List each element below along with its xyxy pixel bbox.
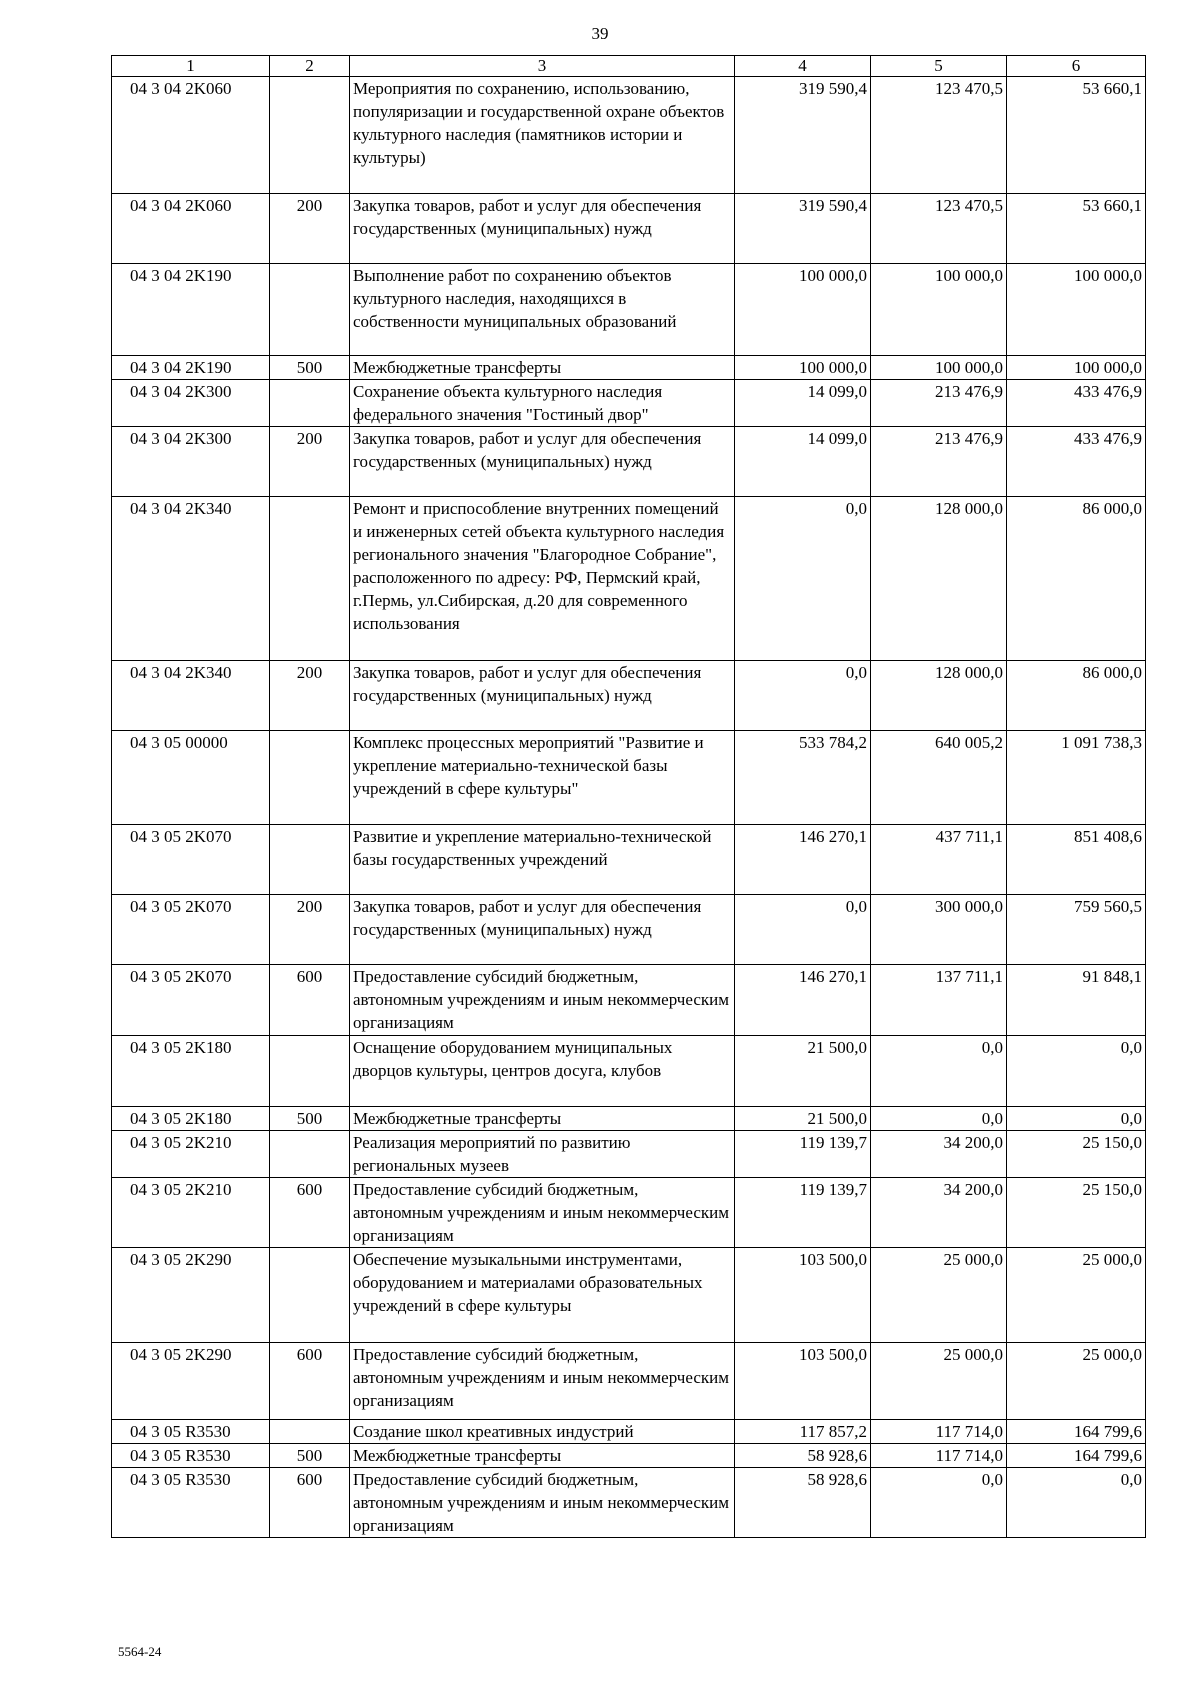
cell-value-col6: 25 000,0 [1007,1248,1146,1343]
page-number: 39 [591,24,609,43]
cell-name: Оснащение оборудованием муниципальных дворцов культуры, центров досуга, клубов [350,1036,735,1107]
cell-name: Закупка товаров, работ и услуг для обеспечения государственных (муниципальных) нужд [350,427,735,497]
column-header: 1 [112,56,270,77]
cell-value-col4: 0,0 [735,661,871,731]
cell-name: Реализация мероприятий по развитию региональных музеев [350,1131,735,1178]
cell-expense-type: 200 [270,661,350,731]
cell-expense-type: 200 [270,895,350,965]
cell-code: 04 3 05 2K290 [112,1248,270,1343]
cell-code: 04 3 05 2K180 [112,1036,270,1107]
cell-value-col6: 86 000,0 [1007,661,1146,731]
cell-name: Закупка товаров, работ и услуг для обеспечения государственных (муниципальных) нужд [350,661,735,731]
cell-value-col4: 146 270,1 [735,965,871,1036]
table-row [112,1178,1146,1248]
cell-value-col4: 14 099,0 [735,427,871,497]
cell-value-col5: 0,0 [871,1036,1007,1107]
cell-expense-type: 600 [270,965,350,1036]
cell-value-col5: 117 714,0 [871,1420,1007,1444]
cell-code: 04 3 05 R3530 [112,1420,270,1444]
cell-name: Сохранение объекта культурного наследия федерального значения "Гостиный двор" [350,380,735,427]
cell-value-col5: 100 000,0 [871,264,1007,356]
cell-value-col6: 851 408,6 [1007,825,1146,895]
cell-name: Развитие и укрепление материально-технической базы государственных учреждений [350,825,735,895]
cell-value-col6: 91 848,1 [1007,965,1146,1036]
cell-code: 04 3 05 00000 [112,731,270,825]
cell-value-col5: 25 000,0 [871,1343,1007,1420]
cell-code: 04 3 04 2K190 [112,356,270,380]
cell-value-col4: 0,0 [735,497,871,661]
table-row [112,825,1146,895]
cell-value-col4: 319 590,4 [735,77,871,194]
column-header: 2 [270,56,350,77]
cell-value-col5: 128 000,0 [871,661,1007,731]
cell-value-col4: 100 000,0 [735,356,871,380]
cell-expense-type [270,1248,350,1343]
cell-code: 04 3 05 2K210 [112,1131,270,1178]
cell-value-col6: 0,0 [1007,1468,1146,1538]
cell-value-col6: 53 660,1 [1007,194,1146,264]
cell-value-col6: 25 150,0 [1007,1178,1146,1248]
table-row [112,1420,1146,1444]
cell-value-col5: 34 200,0 [871,1131,1007,1178]
cell-value-col6: 100 000,0 [1007,264,1146,356]
cell-value-col6: 25 150,0 [1007,1131,1146,1178]
column-header: 6 [1007,56,1146,77]
cell-value-col5: 25 000,0 [871,1248,1007,1343]
cell-expense-type: 500 [270,1444,350,1468]
table-row [112,1468,1146,1538]
cell-code: 04 3 05 2K180 [112,1107,270,1131]
table-row [112,380,1146,427]
table-body [112,77,1146,1538]
cell-value-col6: 164 799,6 [1007,1420,1146,1444]
table-row [112,731,1146,825]
cell-value-col4: 119 139,7 [735,1178,871,1248]
cell-code: 04 3 04 2K300 [112,427,270,497]
table-row [112,497,1146,661]
cell-name: Выполнение работ по сохранению объектов культурного наследия, находящихся в собственности муниципальных образований [350,264,735,356]
cell-name: Предоставление субсидий бюджетным, автономным учреждениям и иным некоммерческим организациям [350,1468,735,1538]
table-row [112,1248,1146,1343]
table-row [112,427,1146,497]
cell-name: Мероприятия по сохранению, использованию, популяризации и государственной охране объектов культурного наследия (памятников истории и культуры) [350,77,735,194]
cell-value-col6: 759 560,5 [1007,895,1146,965]
cell-code: 04 3 04 2K060 [112,194,270,264]
table-row [112,1444,1146,1468]
cell-value-col6: 86 000,0 [1007,497,1146,661]
cell-expense-type: 600 [270,1468,350,1538]
cell-value-col4: 21 500,0 [735,1107,871,1131]
cell-expense-type [270,731,350,825]
cell-value-col4: 103 500,0 [735,1343,871,1420]
table-row [112,661,1146,731]
cell-value-col6: 25 000,0 [1007,1343,1146,1420]
cell-value-col4: 58 928,6 [735,1468,871,1538]
cell-code: 04 3 04 2K340 [112,661,270,731]
cell-value-col5: 34 200,0 [871,1178,1007,1248]
cell-code: 04 3 05 2K070 [112,895,270,965]
cell-code: 04 3 05 R3530 [112,1444,270,1468]
cell-value-col5: 137 711,1 [871,965,1007,1036]
cell-value-col5: 0,0 [871,1468,1007,1538]
table-row [112,356,1146,380]
cell-name: Ремонт и приспособление внутренних помещений и инженерных сетей объекта культурного наследия регионального значения "Благородное Собрание", расположенного по адресу: РФ, Пермский край, г.Пермь, ул.Сибирская, д.20 для современного использования [350,497,735,661]
table-row [112,1036,1146,1107]
cell-value-col5: 100 000,0 [871,356,1007,380]
cell-expense-type [270,264,350,356]
cell-code: 04 3 05 2K070 [112,825,270,895]
cell-value-col5: 128 000,0 [871,497,1007,661]
table-row [112,77,1146,194]
cell-value-col6: 53 660,1 [1007,77,1146,194]
cell-value-col5: 117 714,0 [871,1444,1007,1468]
cell-value-col4: 119 139,7 [735,1131,871,1178]
cell-expense-type [270,497,350,661]
cell-name: Закупка товаров, работ и услуг для обеспечения государственных (муниципальных) нужд [350,194,735,264]
cell-name: Межбюджетные трансферты [350,1444,735,1468]
cell-value-col4: 103 500,0 [735,1248,871,1343]
cell-value-col5: 640 005,2 [871,731,1007,825]
cell-expense-type: 200 [270,194,350,264]
cell-value-col4: 0,0 [735,895,871,965]
cell-value-col4: 117 857,2 [735,1420,871,1444]
cell-value-col6: 100 000,0 [1007,356,1146,380]
cell-code: 04 3 05 2K070 [112,965,270,1036]
cell-code: 04 3 04 2K060 [112,77,270,194]
cell-code: 04 3 05 2K210 [112,1178,270,1248]
cell-code: 04 3 05 2K290 [112,1343,270,1420]
cell-expense-type [270,825,350,895]
cell-expense-type [270,77,350,194]
table-row [112,1131,1146,1178]
cell-value-col4: 58 928,6 [735,1444,871,1468]
cell-name: Предоставление субсидий бюджетным, автономным учреждениям и иным некоммерческим организациям [350,1178,735,1248]
cell-expense-type [270,1420,350,1444]
cell-expense-type [270,380,350,427]
cell-name: Комплекс процессных мероприятий "Развитие и укрепление материально-технической базы учреждений в сфере культуры" [350,731,735,825]
cell-value-col5: 123 470,5 [871,194,1007,264]
table-row [112,965,1146,1036]
column-header: 3 [350,56,735,77]
cell-expense-type: 600 [270,1343,350,1420]
cell-expense-type: 200 [270,427,350,497]
cell-value-col4: 21 500,0 [735,1036,871,1107]
cell-value-col5: 300 000,0 [871,895,1007,965]
cell-value-col5: 213 476,9 [871,427,1007,497]
cell-expense-type: 500 [270,356,350,380]
cell-value-col4: 533 784,2 [735,731,871,825]
cell-value-col6: 1 091 738,3 [1007,731,1146,825]
budget-table [111,55,1146,1538]
cell-value-col5: 0,0 [871,1107,1007,1131]
cell-expense-type [270,1131,350,1178]
column-header: 5 [871,56,1007,77]
cell-expense-type: 600 [270,1178,350,1248]
cell-value-col5: 123 470,5 [871,77,1007,194]
cell-code: 04 3 04 2K300 [112,380,270,427]
cell-code: 04 3 05 R3530 [112,1468,270,1538]
table-row [112,895,1146,965]
cell-name: Межбюджетные трансферты [350,356,735,380]
table-header-row [112,56,1146,77]
cell-name: Создание школ креативных индустрий [350,1420,735,1444]
cell-expense-type: 500 [270,1107,350,1131]
cell-name: Обеспечение музыкальными инструментами, оборудованием и материалами образовательных учреждений в сфере культуры [350,1248,735,1343]
cell-name: Межбюджетные трансферты [350,1107,735,1131]
cell-value-col4: 146 270,1 [735,825,871,895]
cell-code: 04 3 04 2K340 [112,497,270,661]
cell-value-col6: 0,0 [1007,1107,1146,1131]
table-row [112,264,1146,356]
cell-value-col6: 433 476,9 [1007,427,1146,497]
cell-name: Закупка товаров, работ и услуг для обеспечения государственных (муниципальных) нужд [350,895,735,965]
cell-value-col4: 100 000,0 [735,264,871,356]
document-code: 5564-24 [118,1644,162,1659]
table-row [112,194,1146,264]
cell-value-col6: 164 799,6 [1007,1444,1146,1468]
cell-expense-type [270,1036,350,1107]
cell-value-col4: 319 590,4 [735,194,871,264]
cell-value-col6: 433 476,9 [1007,380,1146,427]
cell-value-col6: 0,0 [1007,1036,1146,1107]
cell-value-col4: 14 099,0 [735,380,871,427]
cell-name: Предоставление субсидий бюджетным, автономным учреждениям и иным некоммерческим организациям [350,965,735,1036]
table-row [112,1343,1146,1420]
cell-value-col5: 213 476,9 [871,380,1007,427]
cell-name: Предоставление субсидий бюджетным, автономным учреждениям и иным некоммерческим организациям [350,1343,735,1420]
cell-code: 04 3 04 2K190 [112,264,270,356]
column-header: 4 [735,56,871,77]
table-row [112,1107,1146,1131]
cell-value-col5: 437 711,1 [871,825,1007,895]
